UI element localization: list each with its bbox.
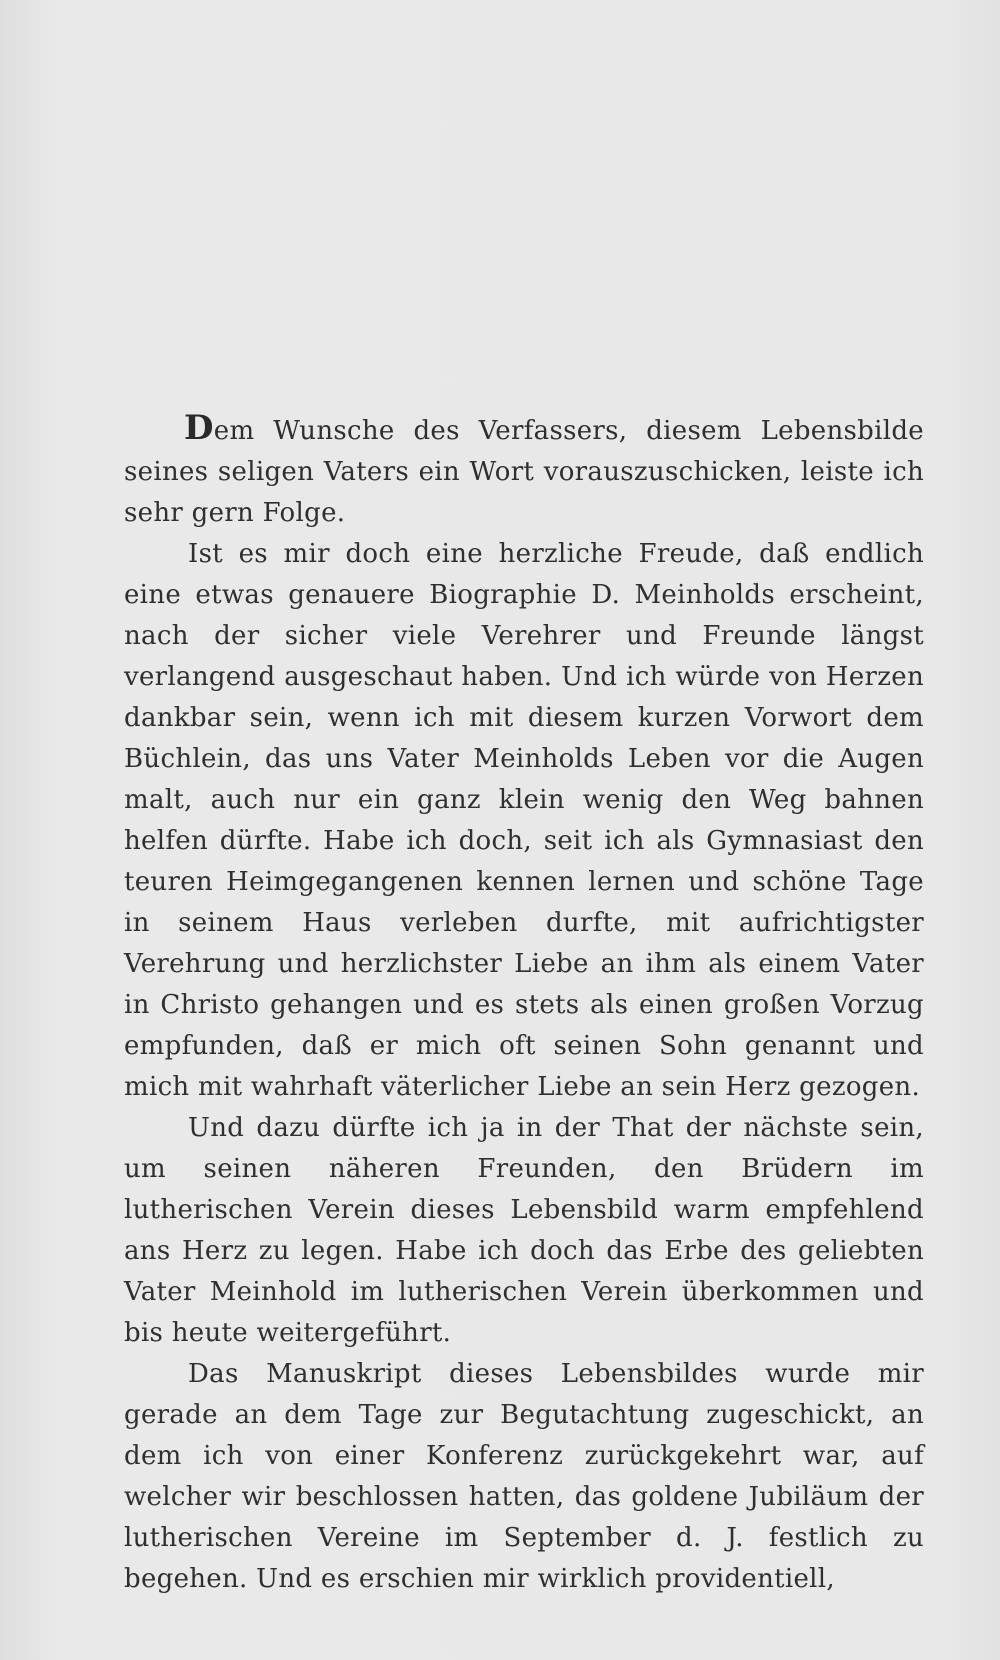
initial-letter: D xyxy=(184,408,214,448)
paragraph-4 xyxy=(124,1354,924,1600)
body-text xyxy=(124,408,924,1600)
paragraph-text: Das Manuskript dieses Lebensbildes wurde mir gerade an dem Tage zur Begutachtung zugeschickt, an dem ich von einer Konferenz zurückgekehrt war, auf welcher wir beschlossen hatten, das goldene Jubiläum der lutherischen Vereine im September d. J. festlich zu begehen. Und es erschien mir wirklich providentiell, xyxy=(124,1359,924,1594)
paragraph-3 xyxy=(124,1108,924,1354)
paragraph-1 xyxy=(124,408,924,534)
paragraph-2 xyxy=(124,534,924,1108)
paragraph-text: em Wunsche des Verfassers, diesem Lebensbilde seines seligen Vaters ein Wort vorauszuschicken, leiste ich sehr gern Folge. xyxy=(124,416,924,528)
paragraph-text: Und dazu dürfte ich ja in der That der nächste sein, um seinen näheren Freunden, den Brüdern im lutherischen Verein dieses Lebensbild warm empfehlend ans Herz zu legen. Habe ich doch das Erbe des geliebten Vater Meinhold im lutherischen Verein überkommen und bis heute weitergeführt. xyxy=(124,1113,924,1348)
paragraph-text: Ist es mir doch eine herzliche Freude, daß endlich eine etwas genauere Biographie D. Meinholds erscheint, nach der sicher viele Verehrer und Freunde längst verlangend ausgeschaut haben. Und ich würde von Herzen dankbar sein, wenn ich mit diesem kurzen Vorwort dem Büchlein, das uns Vater Meinholds Leben vor die Augen malt, auch nur ein ganz klein wenig den Weg bahnen helfen dürfte. Habe ich doch, seit ich als Gymnasiast den teuren Heimgegangenen kennen lernen und schöne Tage in seinem Haus verleben durfte, mit aufrichtigster Verehrung und herzlichster Liebe an ihm als einem Vater in Christo gehangen und es stets als einen großen Vorzug empfunden, daß er mich oft seinen Sohn genannt und mich mit wahrhaft väterlicher Liebe an sein Herz gezogen. xyxy=(124,539,924,1102)
